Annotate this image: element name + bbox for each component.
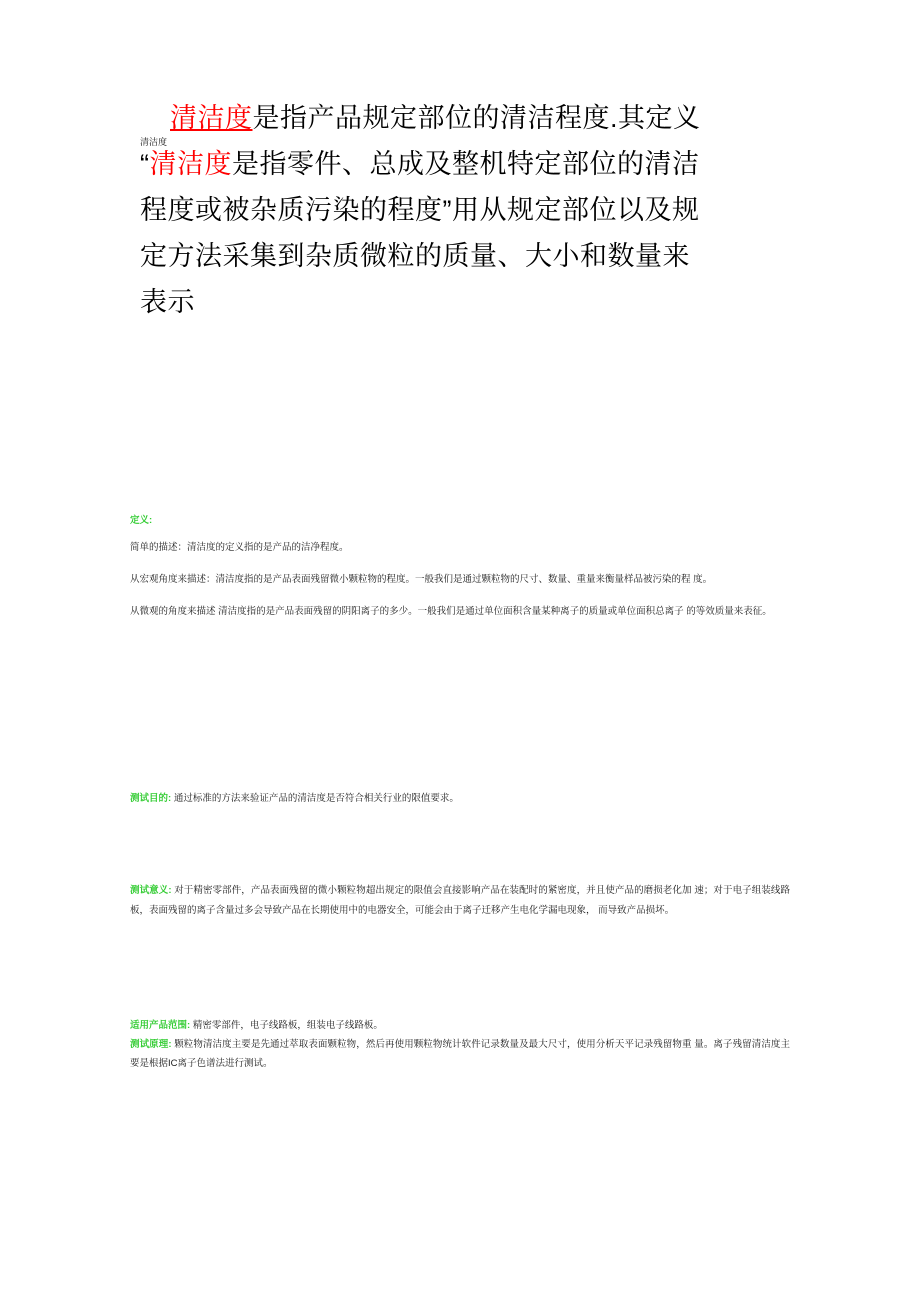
section-definition-paragraph-3: 从微观的角度来描述 清洁度指的是产品表面残留的阴阳离子的多少。一般我们是通过单位面积含量某种离子的质量或单位面积总离子 的等效质量来表征。: [130, 606, 772, 617]
section-scope-and-principle: [130, 1016, 790, 1073]
section-meaning-text: 对于精密零部件，产品表面残留的微小颗粒物超出规定的限值会直接影响产品在装配时的紧密度，并且使产品的磨损老化加 速；对于电子组装线路板，表面残留的离子含量过多会导致产品在长期使用中的电器安全，可能会由于离子迁移产生电化学漏电现象， 而导致产品损坏。: [130, 885, 790, 916]
section-purpose-text: 通过标准的方法来验证产品的清洁度是否符合相关行业的限值要求。: [173, 793, 459, 804]
section-principle-text: 颗粒物清洁度主要是先通过萃取表面颗粒物，然后再使用颗粒物统计软件记录数量及最大尺寸，使用分析天平记录残留物重 量。离子残留清洁度主要是根据IC离子色谱法进行测试。: [130, 1039, 790, 1069]
section-purpose: [130, 789, 790, 809]
section-scope-text: 精密零部件，电子线路板，组装电子线路板。: [192, 1020, 383, 1031]
section-definition-paragraph-2: 从宏观角度来描述：清洁度指的是产品表面残留微小颗粒物的程度。一般我们是通过颗粒物的尺寸、数量、重量来衡量样品被污染的程 度。: [130, 574, 713, 585]
section-definition: [130, 512, 790, 622]
headline-line-1: [140, 95, 800, 141]
section-purpose-label: 测试目的:: [130, 793, 172, 804]
headline-line-2-rest: 是指零件、总成及整机特定部位的清洁: [232, 149, 700, 179]
headline-block: [140, 95, 800, 325]
headline-line-5: 表示: [140, 287, 195, 317]
headline-tiny-label: 清洁度: [140, 137, 168, 147]
section-definition-paragraph-1: 简单的描述：清洁度的定义指的是产品的洁净程度。: [130, 542, 349, 553]
quote-open: “: [140, 149, 150, 179]
headline-keyword-1: 清洁度: [170, 103, 253, 133]
section-principle-label: 测试原理:: [130, 1039, 172, 1050]
headline-line-2: [140, 141, 800, 187]
section-definition-label: 定义:: [130, 515, 153, 526]
headline-line-4: 定方法采集到杂质微粒的质量、大小和数量来: [140, 241, 690, 271]
section-scope-label: 适用产品范围:: [130, 1020, 191, 1031]
headline-line-3: 程度或被杂质污染的程度”用从规定部位以及规: [140, 195, 700, 225]
headline-keyword-2: 清洁度: [149, 149, 232, 179]
headline-line-1-rest: 是指产品规定部位的清洁程度.其定义: [252, 103, 701, 133]
section-meaning: [130, 881, 790, 921]
section-meaning-label: 测试意义:: [130, 885, 172, 896]
